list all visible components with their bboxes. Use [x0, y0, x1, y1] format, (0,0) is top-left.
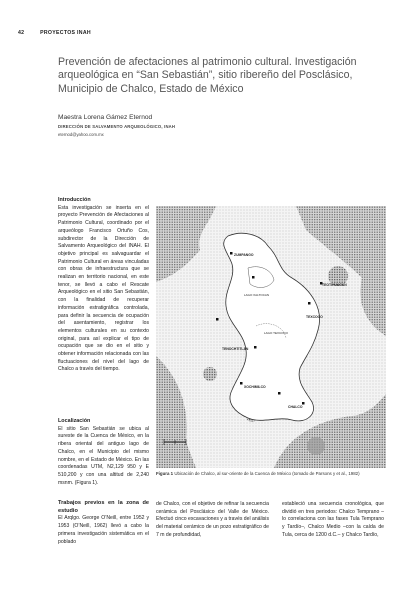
intro-text: Esta investigación se inserta en el proyecto Prevención de Afectaciones al Patrimonio Cultural, coordinado por el arqueólogo Francisco Ortuño Cos, subdirector de la Dirección de Salvamento Arqueológico del INAH. El objetivo principal es salvaguardar el Patrimonio Cultural en áreas vinculadas con obras de infraestructura que se realizan en territorio nacional, en este tenor, se llevó a cabo el Rescate Arqueológico en el sitio San Sebastián, con la finalidad de recuperar información estratigráfica controlada, para definir la secuencia de ocupación del asentamiento, registrar los elementos culturales en su contexto original, para así explicar el tipo de ocupación que se dio en el sitio y obtener información relacionada con las fluctuaciones del nivel del lago de Chalco a través del tiempo.	[58, 204, 149, 373]
previous-work-section	[58, 500, 149, 546]
author-affiliation: DIRECCIÓN DE SALVAMENTO ARQUEOLÓGICO, INAH	[58, 124, 176, 129]
caption-text: Ubicación de Chalco, al sur-oriente de la Cuenca de México (tomado de Parsons y et al., 1982)	[174, 471, 360, 476]
label-tenochtitlan: TENOCHTITLAN	[222, 347, 249, 351]
location-heading: Localización	[58, 418, 91, 424]
location-text: El sitio San Sebastián se ubica al sureste de la Cuenca de México, en la ribera oriental del antiguo lago de Chalco, en el Municipio del mismo nombre, en el Estado de México. En las coordenadas UTM, N2,129 950 y E 510,200 y con una altitud de 2,240 msnm. (Figura 1).	[58, 425, 149, 486]
figure-caption	[156, 471, 384, 477]
label-texcoco: TEXCOCO	[306, 315, 323, 319]
right-column-text: estableció una secuencia cronológica, que dividió en tres periodos: Chalco Temprano –lo correlaciona con las fases Tula Temprano y Tardío–, Chalco Medio –con la caída de Tula, cerca de 1200 d.C.– y Chalco Tardío,	[282, 501, 384, 538]
label-zumpango: ZUMPANGO	[234, 253, 254, 257]
section-name: PROYECTOS INAH	[40, 30, 91, 36]
label-teotihuacan: TEOTIHUACAN	[322, 283, 347, 287]
running-header	[18, 30, 91, 36]
intro-heading: Introducción	[58, 197, 91, 203]
author-email[interactable]: eternod@yahoo.com.mx	[58, 132, 104, 137]
author-name: Maestra Lorena Gámez Eternod	[58, 114, 153, 121]
middle-column-text: de Chalco, con el objetivo de refinar la secuencia cerámica del Posclásico del Valle de México. Efectuó cinco excavaciones y a través del análisis del material cerámico de un pozo estratigráfico de 7 m de profundidad,	[156, 501, 269, 538]
intro-section	[58, 197, 149, 374]
caption-label: Figura 1	[156, 471, 174, 476]
previous-text: El Arqlgo. George O’Neill, entre 1952 y 1953 (O’Neill, 1962) llevó a cabo la primera investigación sistemática en el poblado	[58, 515, 149, 545]
label-lake-xaltocan: LAGO XALTOCAN	[244, 293, 270, 297]
location-section	[58, 418, 149, 487]
label-lake-texcoco: LAGO TEXCOCO	[264, 331, 288, 335]
page-number: 42	[18, 30, 25, 36]
label-chalco: CHALCO	[288, 405, 303, 409]
basin-map-figure	[156, 206, 386, 468]
label-xochimilco: XOCHIMILCO	[244, 385, 266, 389]
previous-heading: Trabajos previos en la zona de estudio	[58, 500, 149, 514]
article-title: Prevención de afectaciones al patrimonio cultural. Investigación arqueológica en “San Sebastián”, sitio ribereño del Posclásico, Municipio de Chalco, Estado de México	[58, 56, 357, 95]
